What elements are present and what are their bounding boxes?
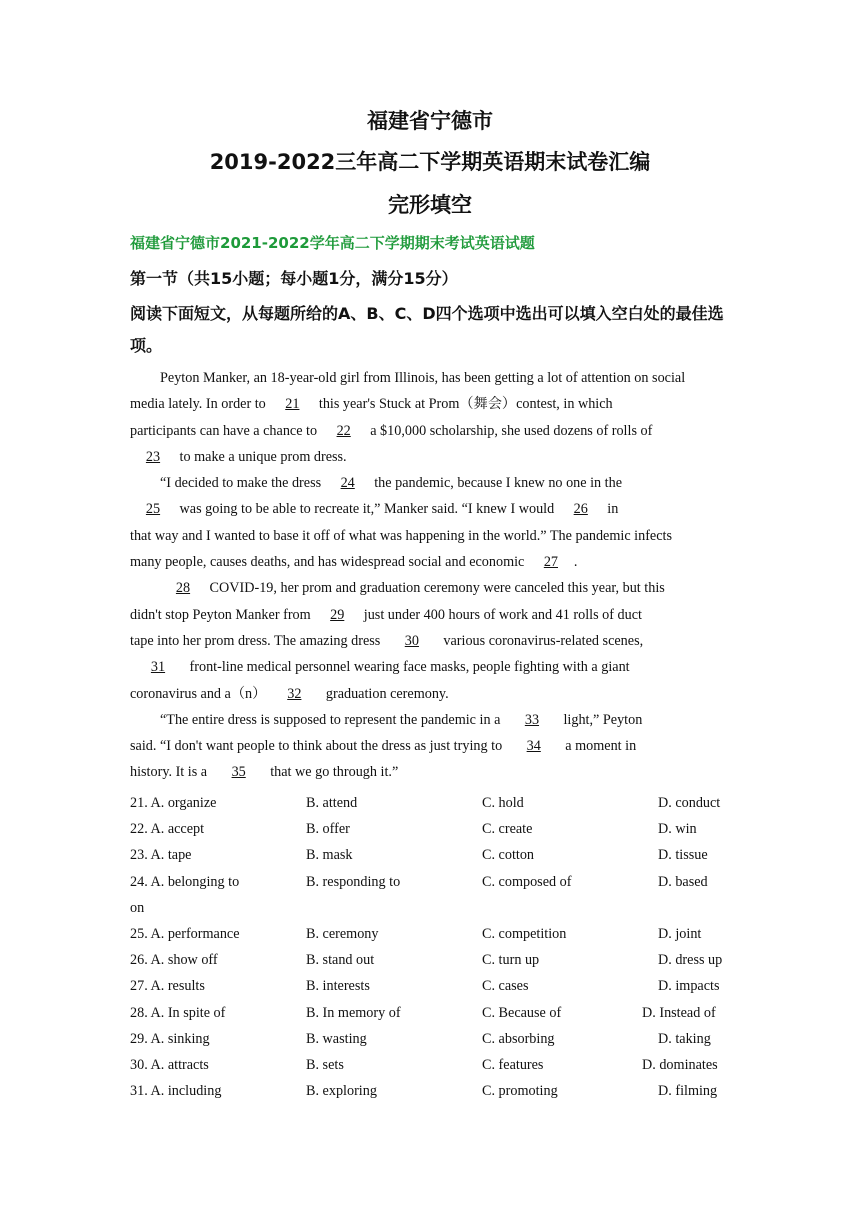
- option-c: C. absorbing: [482, 1030, 555, 1047]
- option-b: B. In memory of: [306, 1004, 401, 1021]
- passage-line: [130, 654, 730, 680]
- blank-33: 33: [524, 711, 540, 728]
- passage-text: COVID-19, her prom and graduation ceremony were canceled this year, but this: [206, 580, 665, 597]
- option-d: D. tissue: [658, 847, 708, 864]
- passage-text: a moment in: [561, 738, 637, 755]
- option-c: C. Because of: [482, 1004, 562, 1021]
- passage-line: [130, 707, 730, 733]
- passage-text: coronavirus and a（n）: [130, 685, 267, 702]
- blank-31: 31: [150, 659, 166, 676]
- option-d: D. win: [658, 821, 697, 838]
- question-row-30: [130, 1052, 730, 1078]
- question-row-29: [130, 1026, 730, 1052]
- option-b: B. interests: [306, 978, 370, 995]
- option-b: B. exploring: [306, 1083, 377, 1100]
- option-c: C. competition: [482, 925, 567, 942]
- passage-text: light,” Peyton: [559, 711, 643, 728]
- option-b: B. offer: [306, 821, 350, 838]
- option-d: D. taking: [658, 1030, 711, 1047]
- passage-text: Peyton Manker, an 18-year-old girl from Illinois, has been getting a lot of attention on social: [160, 370, 686, 386]
- section-heading: 第一节（共15小题；每小题1分，满分15分）: [130, 269, 458, 288]
- option-b: B. stand out: [306, 952, 375, 969]
- passage-text: “I decided to make the dress: [160, 475, 325, 492]
- option-d: D. based: [658, 873, 708, 890]
- question-row-27: [130, 973, 730, 999]
- blank-29: 29: [330, 606, 345, 623]
- passage-line: [130, 391, 730, 417]
- option-a: 23. A. tape: [130, 847, 192, 864]
- passage-text: graduation ceremony.: [322, 685, 449, 702]
- passage-line: [130, 470, 730, 496]
- option-b: B. wasting: [306, 1030, 367, 1047]
- blank-26: 26: [573, 501, 588, 518]
- passage-text: that way and I wanted to base it off of what was happening in the world.” The pandemic infects: [130, 527, 672, 544]
- passage-line: [130, 733, 730, 759]
- passage-line: [130, 549, 730, 575]
- blank-35: 35: [231, 764, 246, 781]
- blank-30: 30: [404, 632, 419, 649]
- question-row-24: [130, 869, 730, 895]
- question-row-31: [130, 1078, 730, 1104]
- question-row-22: [130, 816, 730, 842]
- option-d: D. dress up: [658, 952, 723, 969]
- instructions: 阅读下面短文，从每题所给的A、B、C、D四个选项中选出可以填入空白处的最佳选项。: [130, 304, 724, 355]
- blank-34: 34: [526, 738, 541, 755]
- option-b: B. attend: [306, 795, 358, 811]
- option-a: 21. A. organize: [130, 795, 217, 811]
- question-row-23: [130, 842, 730, 868]
- option-a: 30. A. attracts: [130, 1056, 209, 1073]
- passage-line: [130, 628, 730, 654]
- source-exam-title: 福建省宁德市2021-2022学年高二下学期期末考试英语试题: [130, 234, 535, 252]
- passage-text: front-line medical personnel wearing face masks, people fighting with a giant: [186, 659, 630, 676]
- passage-line: [130, 575, 730, 601]
- option-d: D. joint: [658, 925, 702, 942]
- passage-line: [130, 444, 730, 470]
- option-a: 27. A. results: [130, 978, 205, 995]
- option-d: D. impacts: [658, 978, 720, 995]
- blank-28: 28: [175, 580, 191, 597]
- passage-text: media lately. In order to: [130, 396, 270, 413]
- passage-line: [130, 681, 730, 707]
- option-c: C. features: [482, 1056, 544, 1073]
- passage-text: said. “I don't want people to think about the dress as just trying to: [130, 738, 506, 755]
- option-b: B. sets: [306, 1056, 344, 1073]
- doc-title-region: 福建省宁德市: [367, 109, 493, 133]
- blank-32: 32: [287, 685, 302, 702]
- option-a: 31. A. including: [130, 1083, 222, 1100]
- doc-title-section: 完形填空: [388, 193, 472, 217]
- passage-text: a $10,000 scholarship, she used dozens of rolls of: [366, 422, 653, 439]
- passage-text: this year's Stuck at Prom（舞会）contest, in which: [315, 396, 613, 413]
- passage-text: tape into her prom dress. The amazing dress: [130, 632, 384, 649]
- option-a: 24. A. belonging to: [130, 873, 240, 890]
- question-row-21: [130, 790, 730, 816]
- option-b: B. responding to: [306, 873, 401, 890]
- blank-21: 21: [285, 396, 300, 413]
- option-a: 22. A. accept: [130, 821, 205, 838]
- passage-text: .: [573, 554, 578, 571]
- passage-text: history. It is a: [130, 764, 211, 781]
- passage-text: didn't stop Peyton Manker from: [130, 606, 315, 623]
- option-a: 28. A. In spite of: [130, 1004, 226, 1021]
- option-c: C. cases: [482, 978, 529, 995]
- option-a: 29. A. sinking: [130, 1030, 210, 1047]
- option-d: D. filming: [658, 1083, 718, 1100]
- option-c: C. cotton: [482, 847, 535, 864]
- blank-22: 22: [336, 422, 351, 439]
- passage-text: “The entire dress is supposed to represent the pandemic in a: [160, 711, 504, 728]
- option-a: 25. A. performance: [130, 925, 240, 942]
- passage-text: many people, causes deaths, and has widespread social and economic: [130, 554, 528, 571]
- passage-text: that we go through it.”: [266, 764, 399, 781]
- cloze-passage: [130, 365, 730, 786]
- option-c: C. hold: [482, 795, 524, 811]
- option-a: 26. A. show off: [130, 952, 218, 969]
- question-row-26: [130, 947, 730, 973]
- passage-text: in: [603, 501, 619, 518]
- passage-text: was going to be able to recreate it,” Manker said. “I knew I would: [176, 501, 558, 518]
- passage-text: to make a unique prom dress.: [176, 448, 347, 465]
- answer-options: [130, 790, 730, 1104]
- doc-title-main: 2019-2022三年高二下学期英语期末试卷汇编: [209, 150, 651, 174]
- passage-line: [130, 602, 730, 628]
- option-d: D. conduct: [658, 795, 721, 811]
- option-c: C. composed of: [482, 873, 572, 890]
- passage-text: participants can have a chance to: [130, 422, 321, 439]
- question-row-28: [130, 1000, 730, 1026]
- option-c: C. promoting: [482, 1083, 558, 1100]
- blank-23: 23: [145, 448, 161, 465]
- blank-24: 24: [340, 475, 355, 492]
- option-d: D. Instead of: [642, 1004, 716, 1021]
- option-b: B. ceremony: [306, 925, 379, 942]
- passage-text: just under 400 hours of work and 41 rolls of duct: [360, 606, 642, 623]
- question-row-24-wrap: [130, 895, 730, 921]
- passage-line: [130, 523, 730, 549]
- passage-line: [130, 418, 730, 444]
- option-d: D. dominates: [642, 1056, 718, 1073]
- blank-25: 25: [145, 501, 161, 518]
- passage-line: [130, 365, 730, 391]
- passage-line: [130, 759, 730, 785]
- passage-text: the pandemic, because I knew no one in the: [370, 475, 623, 492]
- option-c: C. create: [482, 821, 533, 838]
- question-row-25: [130, 921, 730, 947]
- option-c: C. turn up: [482, 952, 540, 969]
- option-d-wrap: on: [130, 899, 145, 916]
- blank-27: 27: [543, 554, 558, 571]
- option-b: B. mask: [306, 847, 353, 864]
- passage-line: [130, 496, 730, 522]
- passage-text: various coronavirus-related scenes,: [439, 632, 644, 649]
